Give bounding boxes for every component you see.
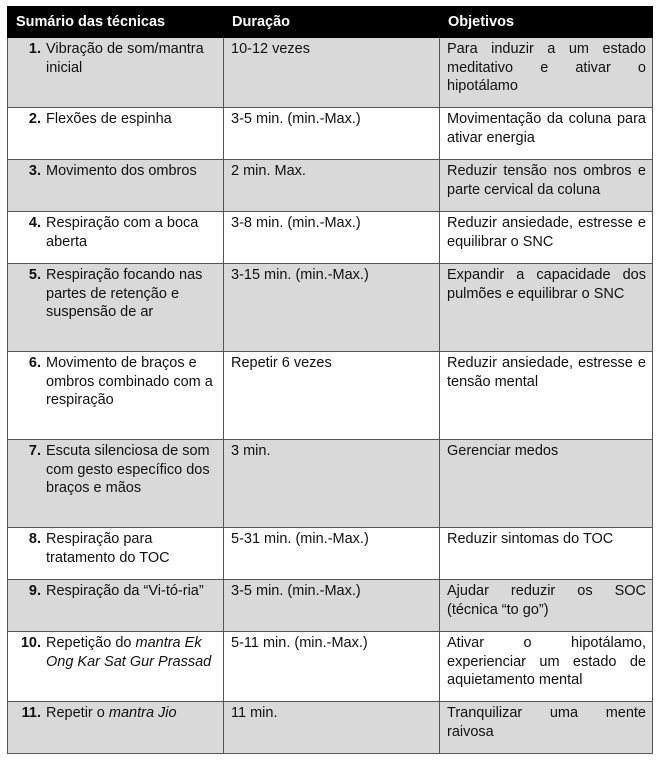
row-number: 7. (28, 443, 41, 459)
duration-cell: 5-31 min. (min.-Max.) (224, 528, 440, 580)
technique-label (46, 634, 217, 671)
technique-cell (8, 264, 224, 352)
header-duration: Duração (224, 7, 440, 38)
row-number: 2. (28, 111, 41, 127)
technique-cell (8, 528, 224, 580)
technique-label: Flexões de espinha (46, 111, 172, 127)
row-number: 10. (20, 635, 41, 651)
table-row (8, 38, 653, 108)
technique-cell (8, 580, 224, 632)
objective-cell: Ajudar reduzir os SOC (técnica “to go”) (440, 580, 653, 632)
row-number: 8. (28, 531, 41, 547)
table-row (8, 702, 653, 754)
table-row (8, 528, 653, 580)
technique-prefix: Repetição do (46, 635, 136, 651)
mantra-name: mantra Ek Ong Kar Sat Gur Prassad (46, 635, 212, 670)
technique-cell (8, 160, 224, 212)
objective-cell: Reduzir sintomas do TOC (440, 528, 653, 580)
objective-cell: Expandir a capacidade dos pulmões e equilibrar o SNC (440, 264, 653, 352)
table-row (8, 264, 653, 352)
technique-cell (8, 702, 224, 754)
technique-label: Movimento de braços e ombros combinado com a respiração (46, 355, 213, 408)
row-number: 6. (28, 355, 41, 371)
technique-label: Movimento dos ombros (46, 163, 197, 179)
row-number: 4. (28, 215, 41, 231)
objective-cell: Reduzir tensão nos ombros e parte cervical da coluna (440, 160, 653, 212)
objective-cell: Movimentação da coluna para ativar energia (440, 108, 653, 160)
duration-cell: 11 min. (224, 702, 440, 754)
row-number: 11. (21, 705, 41, 721)
technique-cell (8, 440, 224, 528)
technique-prefix: Repetir o (46, 705, 109, 721)
technique-label: Respiração focando nas partes de retenção e suspensão de ar (46, 267, 203, 320)
header-objective: Objetivos (440, 7, 653, 38)
table-row (8, 632, 653, 702)
duration-cell: 3-15 min. (min.-Max.) (224, 264, 440, 352)
objective-cell: Gerenciar medos (440, 440, 653, 528)
technique-cell (8, 212, 224, 264)
duration-cell: 3 min. (224, 440, 440, 528)
technique-cell (8, 352, 224, 440)
duration-cell: Repetir 6 vezes (224, 352, 440, 440)
header-row (8, 7, 653, 38)
techniques-table (7, 6, 653, 754)
row-number: 3. (28, 163, 41, 179)
technique-label: Respiração para tratamento do TOC (46, 531, 170, 566)
duration-cell: 3-5 min. (min.-Max.) (224, 580, 440, 632)
table-row (8, 108, 653, 160)
objective-cell: Reduzir ansiedade, estresse e equilibrar o SNC (440, 212, 653, 264)
duration-cell: 10-12 vezes (224, 38, 440, 108)
duration-cell: 3-5 min. (min.-Max.) (224, 108, 440, 160)
objective-cell: Para induzir a um estado meditativo e ativar o hipotálamo (440, 38, 653, 108)
technique-cell (8, 632, 224, 702)
table-row (8, 580, 653, 632)
technique-label: Escuta silenciosa de som com gesto específico dos braços e mãos (46, 443, 210, 496)
objective-cell: Tranquilizar uma mente raivosa (440, 702, 653, 754)
duration-cell: 5-11 min. (min.-Max.) (224, 632, 440, 702)
row-number: 9. (28, 583, 41, 599)
table-row (8, 212, 653, 264)
table-row (8, 352, 653, 440)
mantra-name: mantra Jio (108, 705, 177, 721)
technique-label: Vibração de som/mantra inicial (46, 41, 204, 76)
technique-cell (8, 108, 224, 160)
technique-label: Respiração com a boca aberta (46, 215, 199, 250)
table-row (8, 440, 653, 528)
technique-label (46, 704, 217, 723)
row-number: 1. (28, 41, 41, 57)
objective-cell: Ativar o hipotálamo, experienciar um estado de aquietamento mental (440, 632, 653, 702)
duration-cell: 3-8 min. (min.-Max.) (224, 212, 440, 264)
table-row (8, 160, 653, 212)
technique-label: Respiração da “Vi-tó-ria” (46, 583, 204, 599)
technique-cell (8, 38, 224, 108)
header-technique: Sumário das técnicas (8, 7, 224, 38)
duration-cell: 2 min. Max. (224, 160, 440, 212)
row-number: 5. (28, 267, 41, 283)
objective-cell: Reduzir ansiedade, estresse e tensão mental (440, 352, 653, 440)
